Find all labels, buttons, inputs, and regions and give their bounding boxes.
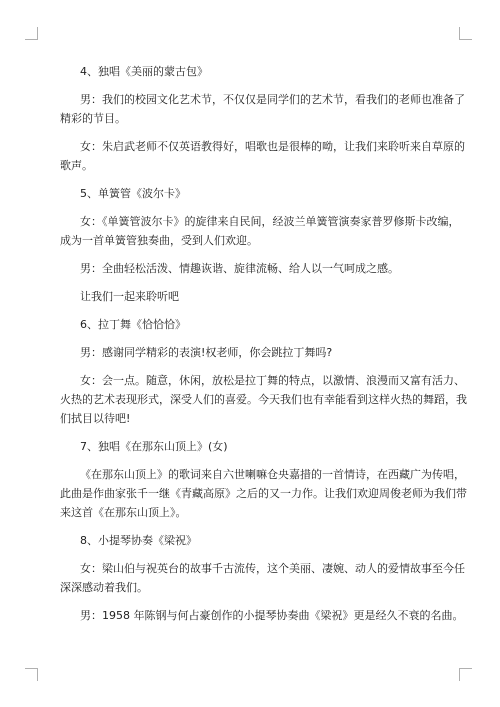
crop-mark-top-right — [459, 27, 472, 40]
paragraph-line: 女：朱启武老师不仅英语教得好，唱歌也是很棒的呦，让我们来聆听来自草原的 — [80, 140, 465, 153]
paragraph-line: 们拭目以待吧! — [60, 412, 131, 425]
paragraph-line: 男：感谢同学精彩的表演!权老师，你会跳拉丁舞吗? — [80, 346, 333, 359]
paragraph-line: 女：《单簧管波尔卡》的旋律来自民间，经波兰单簧管演奏家普罗修斯卡改编， — [80, 215, 460, 228]
paragraph-line: 火热的艺术表现形式，深受人们的喜爱。今天我们也有幸能看到这样火热的舞蹈，我 — [60, 393, 467, 406]
paragraph-line: 歌声。 — [60, 159, 93, 172]
paragraph-line: 男：1958 年陈钢与何占豪创作的小提琴协奏曲《梁祝》更是经久不衰的名曲。 — [80, 609, 464, 622]
paragraph-line: 精彩的节目。 — [60, 112, 126, 125]
paragraph-line: 来这首《在那东山顶上》。 — [60, 506, 187, 519]
section-heading: 6、拉丁舞《恰恰恰》 — [80, 318, 186, 331]
paragraph-line: 男：全曲轻松活泼、情趣诙谐、旋律流畅、给人以一气呵成之感。 — [80, 262, 399, 275]
section-heading: 5、单簧管《波尔卡》 — [80, 187, 186, 200]
paragraph-line: 深深感动着我们。 — [60, 581, 148, 594]
crop-mark-top-left — [25, 27, 38, 40]
paragraph-line: 成为一首单簧管独奏曲，受到人们欢迎。 — [60, 234, 258, 247]
paragraph-line: 《在那东山顶上》的歌词来自六世喇嘛仓央嘉措的一首情诗，在西藏广为传唱， — [80, 468, 465, 481]
crop-mark-bottom-left — [25, 668, 38, 681]
paragraph-line: 男：我们的校园文化艺术节，不仅仅是同学们的艺术节，看我们的老师也准备了 — [80, 93, 465, 106]
section-heading: 8、小提琴协奏《梁祝》 — [80, 534, 197, 547]
crop-mark-bottom-right — [459, 668, 472, 681]
paragraph-line: 女：梁山伯与祝英台的故事千古流传，这个美丽、凄婉、动人的爱情故事至今任 — [80, 562, 465, 575]
paragraph-line: 女：会一点。随意，休闲，放松是拉丁舞的特点，以激情、浪漫而又富有活力、 — [80, 374, 465, 387]
paragraph-line: 此曲是作曲家张千一继《青藏高原》之后的又一力作。让我们欢迎周俊老师为我们带 — [60, 487, 467, 500]
paragraph-line: 让我们一起来聆听吧 — [80, 290, 179, 303]
section-heading: 4、独唱《美丽的蒙古包》 — [80, 65, 208, 78]
section-heading: 7、独唱《在那东山顶上》(女) — [80, 440, 228, 453]
document-body — [60, 62, 467, 625]
